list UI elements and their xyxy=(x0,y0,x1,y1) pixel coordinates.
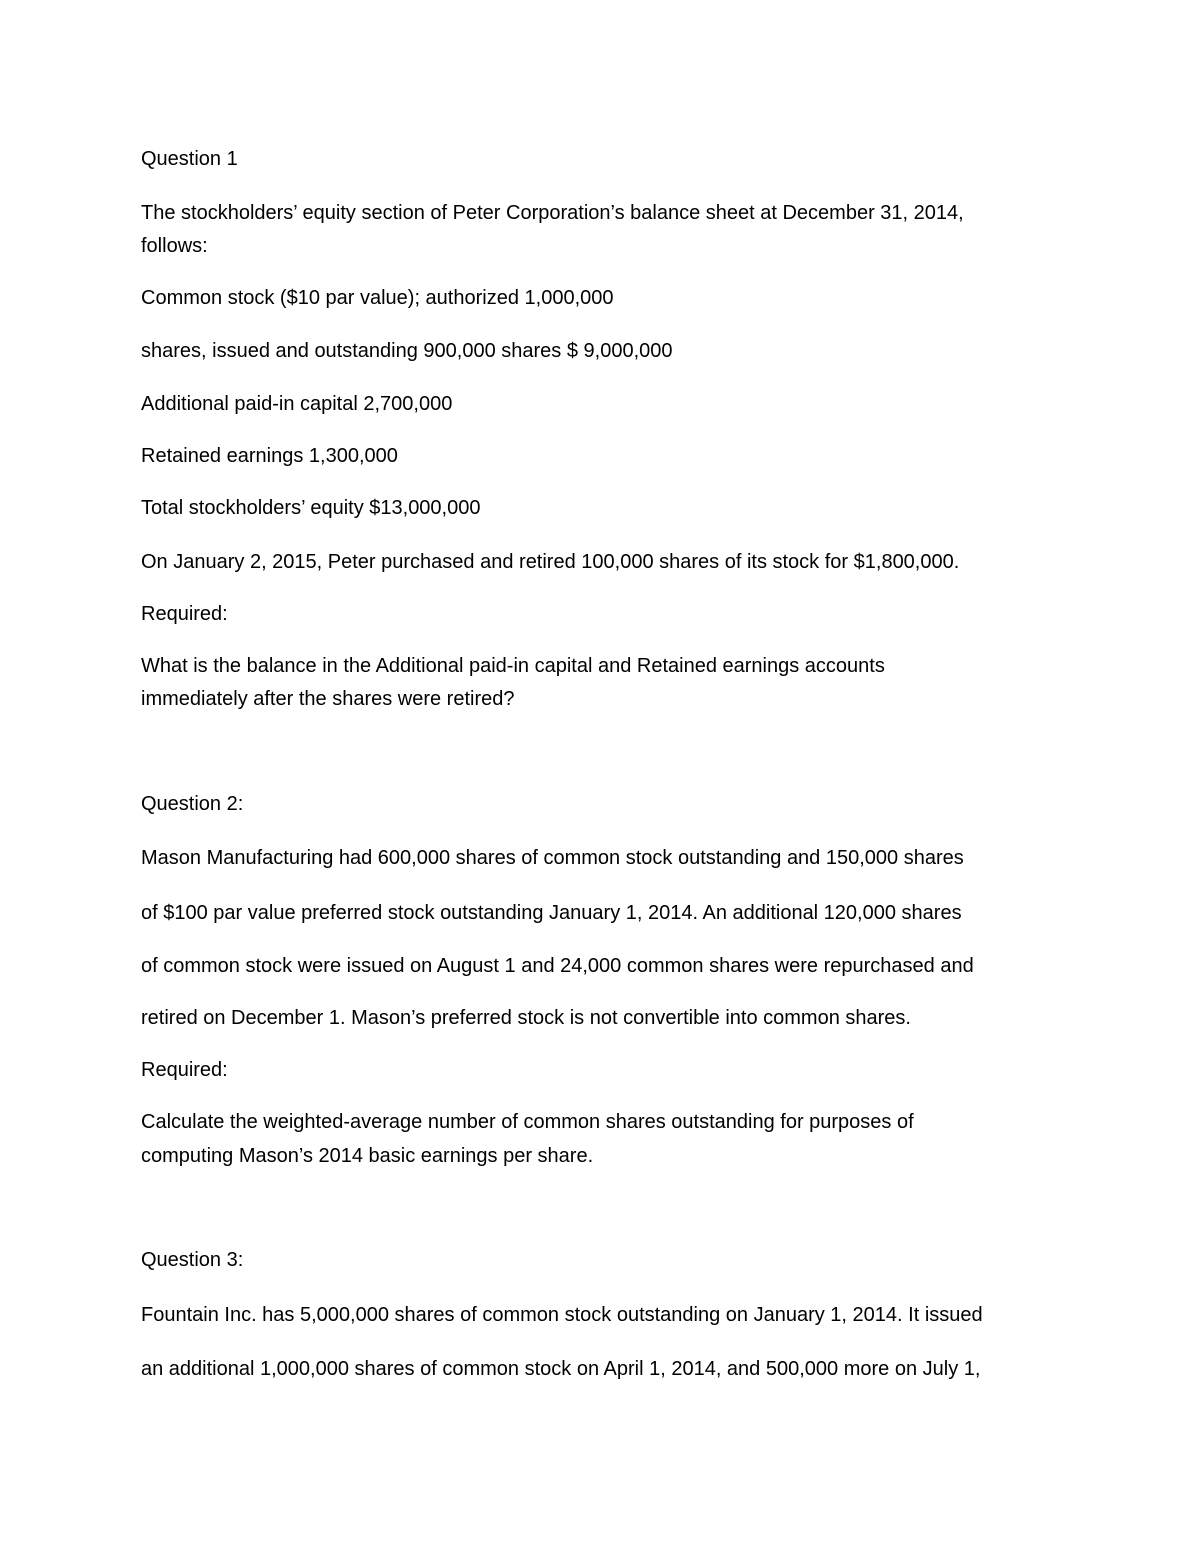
question-1-required-line-1: What is the balance in the Additional paid-in capital and Retained earnings accounts xyxy=(141,655,885,677)
question-2-body-line-2: of $100 par value preferred stock outstanding January 1, 2014. An additional 120,000 shares xyxy=(141,902,962,924)
question-3-body-line-1: Fountain Inc. has 5,000,000 shares of common stock outstanding on January 1, 2014. It issued xyxy=(141,1304,983,1326)
question-2-required-line-1: Calculate the weighted-average number of common shares outstanding for purposes of xyxy=(141,1111,914,1133)
question-1-intro-line-1: The stockholders’ equity section of Peter Corporation’s balance sheet at December 31, 2014, xyxy=(141,202,964,224)
question-2-heading: Question 2: xyxy=(141,793,244,815)
question-3-heading: Question 3: xyxy=(141,1249,244,1271)
question-2-required-label: Required: xyxy=(141,1059,228,1081)
retirement-event-line: On January 2, 2015, Peter purchased and retired 100,000 shares of its stock for $1,800,000. xyxy=(141,551,960,573)
question-1-heading: Question 1 xyxy=(141,148,238,170)
question-2-body-line-1: Mason Manufacturing had 600,000 shares of common stock outstanding and 150,000 shares xyxy=(141,847,964,869)
question-1-required-line-2: immediately after the shares were retired? xyxy=(141,688,515,710)
total-equity-line: Total stockholders’ equity $13,000,000 xyxy=(141,497,481,519)
question-2-body-line-3: of common stock were issued on August 1 and 24,000 common shares were repurchased and xyxy=(141,955,974,977)
question-2-body-line-4: retired on December 1. Mason’s preferred stock is not convertible into common shares. xyxy=(141,1007,911,1029)
question-3-body-line-2: an additional 1,000,000 shares of common stock on April 1, 2014, and 500,000 more on July 1, xyxy=(141,1358,981,1380)
question-1-intro-line-2: follows: xyxy=(141,235,208,257)
additional-paid-in-capital-line: Additional paid-in capital 2,700,000 xyxy=(141,393,453,415)
common-stock-line-2: shares, issued and outstanding 900,000 shares $ 9,000,000 xyxy=(141,340,673,362)
retained-earnings-line: Retained earnings 1,300,000 xyxy=(141,445,398,467)
question-1-required-label: Required: xyxy=(141,603,228,625)
common-stock-line-1: Common stock ($10 par value); authorized 1,000,000 xyxy=(141,287,614,309)
question-2-required-line-2: computing Mason’s 2014 basic earnings per share. xyxy=(141,1145,594,1167)
